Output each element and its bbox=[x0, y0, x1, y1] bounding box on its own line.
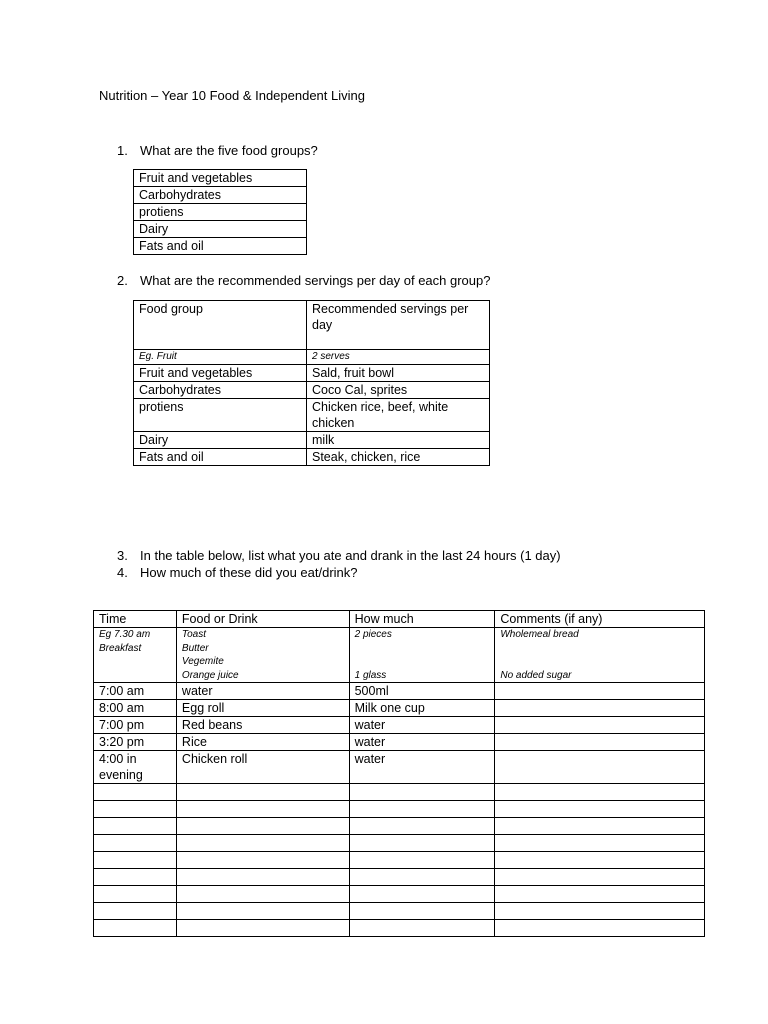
food-cell bbox=[176, 801, 349, 818]
table-row bbox=[94, 717, 705, 734]
food-group-cell: Fruit and vegetables bbox=[134, 364, 307, 381]
food-cell: Chicken roll bbox=[176, 751, 349, 784]
comments-cell bbox=[495, 784, 705, 801]
amount-cell bbox=[349, 801, 495, 818]
food-log-table bbox=[93, 610, 705, 937]
time-cell bbox=[94, 903, 177, 920]
food-cell bbox=[176, 784, 349, 801]
food-group-row bbox=[134, 204, 307, 221]
amount-cell: water bbox=[349, 751, 495, 784]
food-cell bbox=[176, 886, 349, 903]
time-cell bbox=[94, 886, 177, 903]
food-group-row bbox=[134, 238, 307, 255]
header-cell: Comments (if any) bbox=[495, 611, 705, 628]
food-group-row bbox=[134, 221, 307, 238]
table-row bbox=[94, 835, 705, 852]
example-cell: Eg 7.30 am Breakfast bbox=[94, 628, 177, 683]
table-row bbox=[94, 784, 705, 801]
time-cell bbox=[94, 818, 177, 835]
servings-cell: Chicken rice, beef, white chicken bbox=[307, 398, 490, 431]
amount-cell: 500ml bbox=[349, 683, 495, 700]
food-group-cell: Fruit and vegetables bbox=[134, 170, 307, 187]
food-group-cell: Fats and oil bbox=[134, 448, 307, 465]
food-cell bbox=[176, 818, 349, 835]
amount-cell bbox=[349, 818, 495, 835]
header-cell: Food group bbox=[134, 301, 307, 350]
table-row bbox=[94, 751, 705, 784]
comments-cell bbox=[495, 852, 705, 869]
time-cell: 8:00 am bbox=[94, 700, 177, 717]
comments-cell bbox=[495, 683, 705, 700]
comments-cell bbox=[495, 886, 705, 903]
food-group-row bbox=[134, 170, 307, 187]
table-row bbox=[94, 700, 705, 717]
food-cell bbox=[176, 835, 349, 852]
time-cell: 7:00 pm bbox=[94, 717, 177, 734]
time-cell bbox=[94, 835, 177, 852]
food-cell bbox=[176, 903, 349, 920]
food-cell bbox=[176, 852, 349, 869]
servings-example-row bbox=[134, 350, 490, 365]
comments-cell bbox=[495, 734, 705, 751]
comments-cell bbox=[495, 818, 705, 835]
table-row bbox=[94, 734, 705, 751]
time-cell bbox=[94, 801, 177, 818]
header-cell: Recommended servings per day bbox=[307, 301, 490, 350]
log-example-row bbox=[94, 628, 705, 683]
header-cell: Food or Drink bbox=[176, 611, 349, 628]
amount-cell: water bbox=[349, 734, 495, 751]
time-cell bbox=[94, 869, 177, 886]
amount-cell bbox=[349, 886, 495, 903]
servings-cell: milk bbox=[307, 431, 490, 448]
comments-cell bbox=[495, 700, 705, 717]
amount-cell bbox=[349, 869, 495, 886]
amount-cell bbox=[349, 835, 495, 852]
servings-row bbox=[134, 398, 490, 431]
food-cell: Rice bbox=[176, 734, 349, 751]
food-group-cell: Carbohydrates bbox=[134, 187, 307, 204]
example-cell: Toast Butter Vegemite Orange juice bbox=[176, 628, 349, 683]
table-row bbox=[94, 801, 705, 818]
time-cell: 7:00 am bbox=[94, 683, 177, 700]
food-group-cell: Carbohydrates bbox=[134, 381, 307, 398]
header-cell: Time bbox=[94, 611, 177, 628]
example-cell: 2 pieces 1 glass bbox=[349, 628, 495, 683]
food-group-cell: Fats and oil bbox=[134, 238, 307, 255]
comments-cell bbox=[495, 920, 705, 937]
table-row bbox=[94, 683, 705, 700]
document-title: Nutrition – Year 10 Food & Independent Living bbox=[99, 88, 365, 103]
food-cell: water bbox=[176, 683, 349, 700]
food-group-cell: protiens bbox=[134, 204, 307, 221]
table-row bbox=[94, 886, 705, 903]
question-3: 3. In the table below, list what you ate and drank in the last 24 hours (1 day) bbox=[117, 548, 561, 563]
header-cell: How much bbox=[349, 611, 495, 628]
food-cell bbox=[176, 920, 349, 937]
table-row bbox=[94, 869, 705, 886]
amount-cell: water bbox=[349, 717, 495, 734]
servings-row bbox=[134, 364, 490, 381]
servings-cell: Sald, fruit bowl bbox=[307, 364, 490, 381]
servings-row bbox=[134, 431, 490, 448]
comments-cell bbox=[495, 801, 705, 818]
food-cell bbox=[176, 869, 349, 886]
log-header-row bbox=[94, 611, 705, 628]
food-cell: Red beans bbox=[176, 717, 349, 734]
amount-cell bbox=[349, 852, 495, 869]
servings-cell: Coco Cal, sprites bbox=[307, 381, 490, 398]
example-cell: 2 serves bbox=[307, 350, 490, 365]
question-4: 4. How much of these did you eat/drink? bbox=[117, 565, 358, 580]
question-1: 1. What are the five food groups? bbox=[117, 143, 318, 158]
amount-cell bbox=[349, 784, 495, 801]
servings-row bbox=[134, 448, 490, 465]
time-cell bbox=[94, 784, 177, 801]
amount-cell: Milk one cup bbox=[349, 700, 495, 717]
example-cell: Eg. Fruit bbox=[134, 350, 307, 365]
food-groups-table bbox=[133, 169, 307, 255]
food-cell: Egg roll bbox=[176, 700, 349, 717]
food-group-cell: Dairy bbox=[134, 221, 307, 238]
table-row bbox=[94, 818, 705, 835]
amount-cell bbox=[349, 903, 495, 920]
time-cell bbox=[94, 852, 177, 869]
table-row bbox=[94, 903, 705, 920]
servings-cell: Steak, chicken, rice bbox=[307, 448, 490, 465]
comments-cell bbox=[495, 835, 705, 852]
comments-cell bbox=[495, 869, 705, 886]
servings-row bbox=[134, 381, 490, 398]
comments-cell bbox=[495, 903, 705, 920]
comments-cell bbox=[495, 717, 705, 734]
time-cell: 4:00 in evening bbox=[94, 751, 177, 784]
example-cell: Wholemeal bread No added sugar bbox=[495, 628, 705, 683]
time-cell bbox=[94, 920, 177, 937]
food-group-cell: Dairy bbox=[134, 431, 307, 448]
time-cell: 3:20 pm bbox=[94, 734, 177, 751]
servings-header-row bbox=[134, 301, 490, 350]
table-row bbox=[94, 852, 705, 869]
amount-cell bbox=[349, 920, 495, 937]
food-group-cell: protiens bbox=[134, 398, 307, 431]
food-group-row bbox=[134, 187, 307, 204]
question-2: 2. What are the recommended servings per day of each group? bbox=[117, 273, 491, 288]
servings-table bbox=[133, 300, 490, 466]
comments-cell bbox=[495, 751, 705, 784]
table-row bbox=[94, 920, 705, 937]
